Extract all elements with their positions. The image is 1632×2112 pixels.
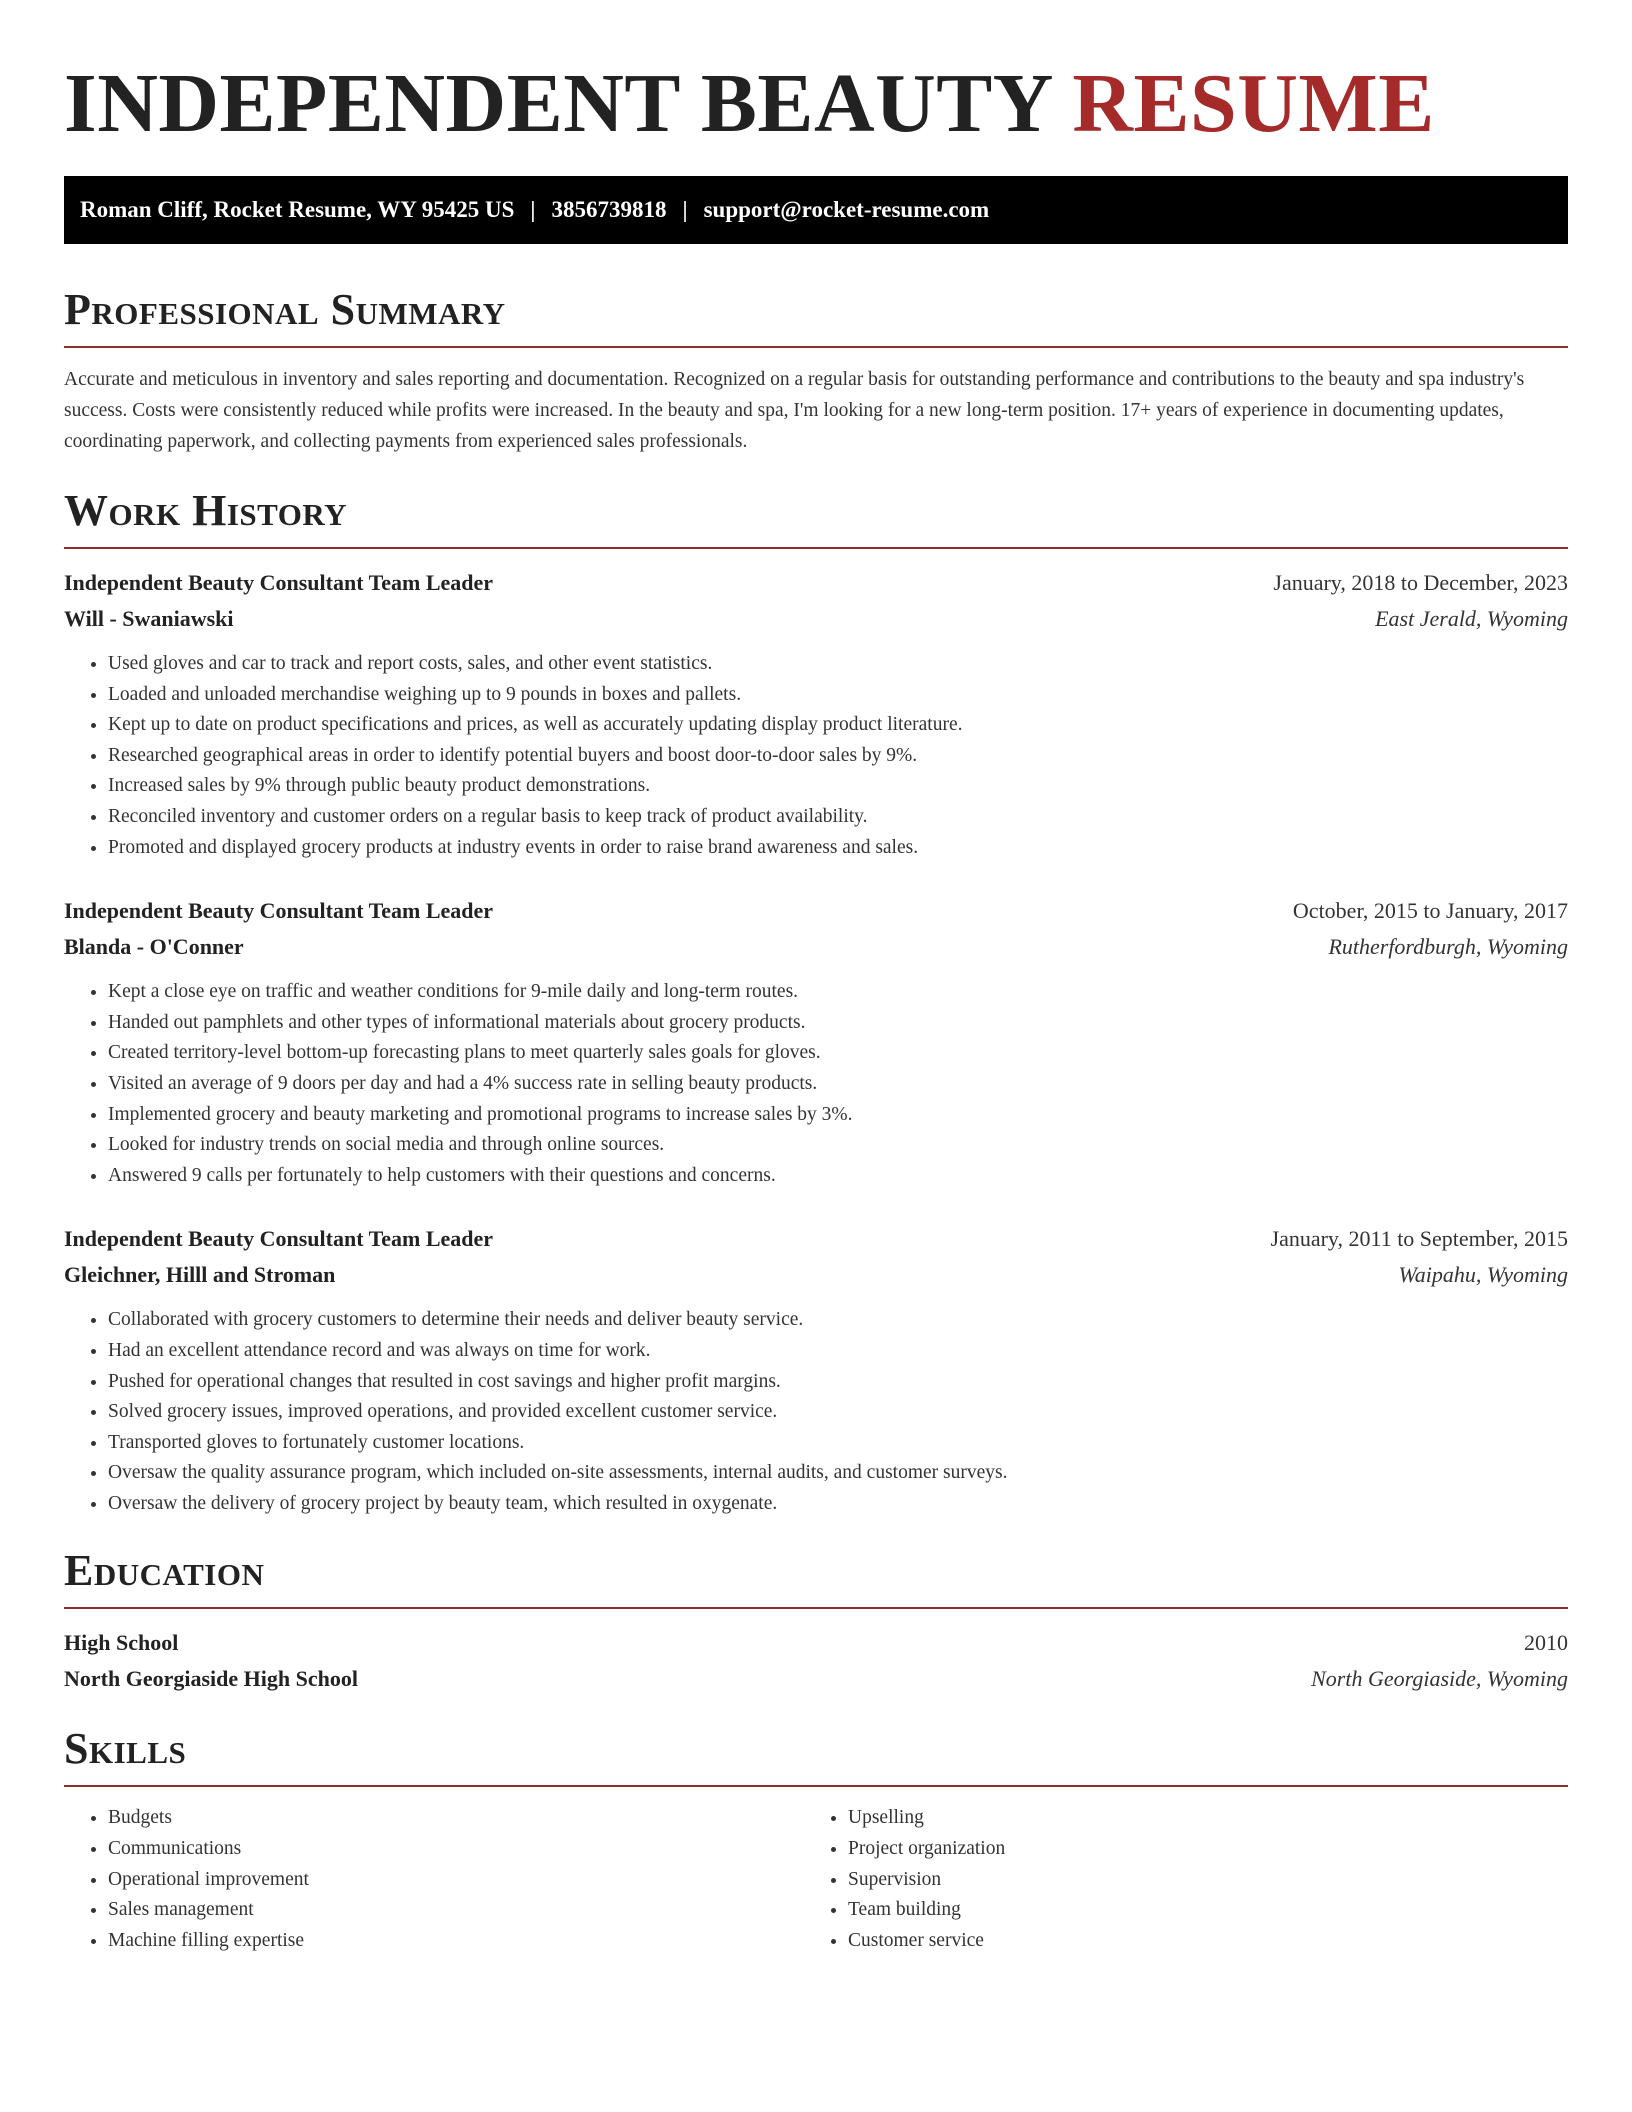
education-school: North Georgiaside High School [64, 1666, 358, 1692]
section-divider [64, 1785, 1568, 1787]
contact-phone: 3856739818 [551, 197, 667, 222]
job-title: Independent Beauty Consultant Team Leader [64, 1226, 494, 1252]
skill-item: • Upselling [848, 1803, 1544, 1834]
job-dates: January, 2018 to December, 2023 [1273, 570, 1568, 595]
skills-heading: Skills [64, 1724, 187, 1774]
skill-item: • Project organization [848, 1834, 1544, 1865]
job-bullet: • Increased sales by 9% through public beauty product demonstrations. [108, 771, 1568, 802]
education-heading: Education [64, 1546, 265, 1596]
job-bullet: • Transported gloves to fortunately customer locations. [108, 1428, 1568, 1459]
job-bullet: • Pushed for operational changes that resulted in cost savings and higher profit margins. [108, 1367, 1568, 1398]
education-section [64, 1545, 1568, 1697]
summary-section [64, 284, 1568, 457]
title-main: INDEPENDENT BEAUTY [64, 57, 1051, 150]
job-bullet: • Solved grocery issues, improved operations, and provided excellent customer service. [108, 1397, 1568, 1428]
job-location: East Jerald, Wyoming [1375, 606, 1568, 631]
skill-item: • Machine filling expertise [108, 1926, 804, 1957]
resume-page [64, 0, 1568, 1956]
education-degree: High School [64, 1630, 179, 1656]
section-divider [64, 1607, 1568, 1609]
skills-column-right [804, 1803, 1544, 1956]
job-location: Waipahu, Wyoming [1398, 1262, 1568, 1288]
resume-title [64, 57, 1568, 150]
job-bullet: • Visited an average of 9 doors per day and had a 4% success rate in selling beauty products. [108, 1069, 1568, 1100]
job-bullet: • Collaborated with grocery customers to determine their needs and deliver beauty service. [108, 1305, 1568, 1336]
job-bullet: • Handed out pamphlets and other types of informational materials about grocery products. [108, 1008, 1568, 1039]
work-history-section [64, 485, 1568, 1519]
job-bullet: • Researched geographical areas in order to identify potential buyers and boost door-to-door sales by 9%. [108, 741, 1568, 772]
job-bullet: • Had an excellent attendance record and was always on time for work. [108, 1336, 1568, 1367]
job-bullet: • Used gloves and car to track and report costs, sales, and other event statistics. [108, 649, 1568, 680]
contact-address: Roman Cliff, Rocket Resume, WY 95425 US [80, 197, 515, 222]
job-entry [64, 893, 1568, 1191]
skill-item: • Budgets [108, 1803, 804, 1834]
job-bullets [64, 649, 1568, 863]
job-bullet: • Answered 9 calls per fortunately to help customers with their questions and concerns. [108, 1161, 1568, 1192]
skills-grid [64, 1803, 1568, 1956]
job-title: Independent Beauty Consultant Team Leader [64, 570, 494, 595]
education-year: 2010 [1524, 1630, 1568, 1656]
job-bullet: • Oversaw the delivery of grocery project by beauty team, which resulted in oxygenate. [108, 1489, 1568, 1520]
title-accent: RESUME [1072, 57, 1435, 150]
job-company: Gleichner, Hilll and Stroman [64, 1262, 336, 1288]
skills-list [64, 1803, 804, 1956]
job-bullet: • Reconciled inventory and customer orders on a regular basis to keep track of product availability. [108, 802, 1568, 833]
job-title: Independent Beauty Consultant Team Leader [64, 898, 494, 924]
job-bullets [64, 977, 1568, 1191]
skill-item: • Operational improvement [108, 1865, 804, 1896]
job-bullet: • Kept up to date on product specifications and prices, as well as accurately updating display product literature. [108, 710, 1568, 741]
job-bullet: • Looked for industry trends on social media and through online sources. [108, 1130, 1568, 1161]
skill-item: • Communications [108, 1834, 804, 1865]
skill-item: • Team building [848, 1895, 1544, 1926]
job-bullet: • Loaded and unloaded merchandise weighing up to 9 pounds in boxes and pallets. [108, 680, 1568, 711]
summary-heading: Professional Summary [64, 285, 506, 334]
contact-email: support@rocket-resume.com [703, 197, 990, 222]
job-entry [64, 565, 1568, 863]
job-bullet: • Oversaw the quality assurance program, which included on-site assessments, internal audits, and customer surveys. [108, 1458, 1568, 1489]
job-bullet: • Promoted and displayed grocery products at industry events in order to raise brand awareness and sales. [108, 833, 1568, 864]
job-entry [64, 1221, 1568, 1519]
summary-text: Accurate and meticulous in inventory and sales reporting and documentation. Recognized on a regular basis for outstanding performance and contributions to the beauty and spa industry's success. Costs were consistently reduced while profits were increased. In the beauty and spa, I'm looking for a new long-term position. 17+ years of experience in documenting updates, coordinating paperwork, and collecting payments from experienced sales professionals. [64, 369, 1525, 452]
skills-section [64, 1723, 1568, 1956]
job-bullets [64, 1305, 1568, 1519]
education-location: North Georgiaside, Wyoming [1311, 1666, 1568, 1692]
skill-item: • Sales management [108, 1895, 804, 1926]
section-divider [64, 547, 1568, 549]
job-company: Will - Swaniawski [64, 606, 234, 631]
job-location: Rutherfordburgh, Wyoming [1328, 934, 1568, 960]
skills-list [804, 1803, 1544, 1956]
contact-bar [64, 176, 1568, 244]
contact-separator: | [682, 197, 688, 222]
skill-item: • Supervision [848, 1865, 1544, 1896]
section-divider [64, 346, 1568, 348]
job-dates: October, 2015 to January, 2017 [1292, 898, 1568, 924]
job-bullet: • Kept a close eye on traffic and weather conditions for 9-mile daily and long-term routes. [108, 977, 1568, 1008]
contact-separator: | [530, 197, 536, 222]
work-history-heading: Work History [64, 486, 348, 535]
job-bullet: • Created territory-level bottom-up forecasting plans to meet quarterly sales goals for gloves. [108, 1038, 1568, 1069]
skills-column-left [64, 1803, 804, 1956]
skill-item: • Customer service [848, 1926, 1544, 1957]
job-bullet: • Implemented grocery and beauty marketing and promotional programs to increase sales by 3%. [108, 1100, 1568, 1131]
job-company: Blanda - O'Conner [64, 934, 244, 960]
job-dates: January, 2011 to September, 2015 [1270, 1226, 1568, 1252]
